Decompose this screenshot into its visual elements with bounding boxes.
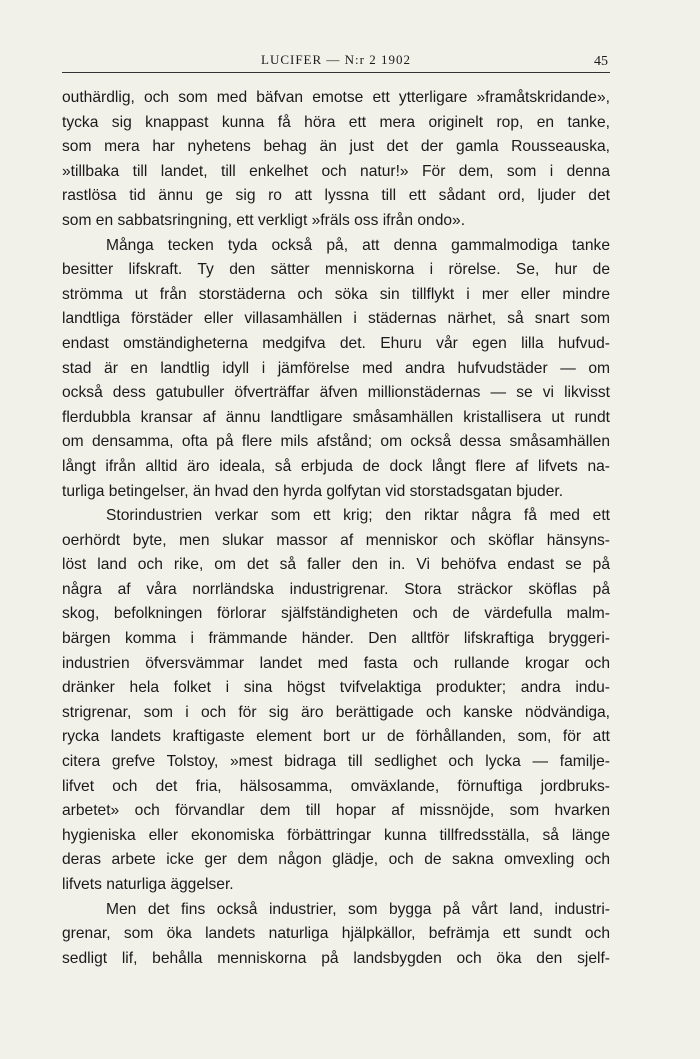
text-line: outhärdlig, och som med bäfvan emotse ett ytterligare »framåtskridande», xyxy=(62,89,610,106)
text-line: oerhördt byte, men slukar massor af menniskor och sköflar hänsyns- xyxy=(62,531,610,549)
text-line: hygieniska eller ekonomiska förbättringar kunna tillfredsställa, så länge xyxy=(62,826,610,844)
text-line: lifvets naturliga äggelser. xyxy=(62,876,234,893)
page-header xyxy=(62,50,610,73)
text-line: skog, befolkningen förlorar själfständigheten och de värdefulla malm- xyxy=(62,605,610,623)
body-text xyxy=(62,86,610,971)
paragraph xyxy=(62,86,610,234)
text-line: arbetet» och förvandlar dem till hopar af missnöjde, som hvarken xyxy=(62,802,610,820)
page-number: 45 xyxy=(594,54,608,69)
text-line: turliga betingelser, än hvad den hyrda golfytan vid storstadsgatan bjuder. xyxy=(62,482,564,500)
text-line: några af våra norrländska industrigrenar. Stora sträckor sköflas på xyxy=(62,580,610,598)
text-line: stad är en landtlig idyll i jämförelse med andra hufvudstäder — om xyxy=(62,359,610,377)
text-line: också dess gatubuller öfverträffar äfven millionstädernas — se vi likvisst xyxy=(62,384,610,402)
text-line: sedligt lif, behålla menniskorna på landsbygden och öka den sjelf- xyxy=(62,949,610,967)
text-line: löst land och rike, om det så faller den in. Vi behöfva endast se på xyxy=(62,556,610,574)
text-line: som mera har nyhetens behag än just det der gamla Rousseauska, xyxy=(62,138,610,156)
text-line: Storindustrien verkar som ett krig; den riktar några få med ett xyxy=(106,507,610,525)
paragraph xyxy=(62,504,610,898)
text-line: lifvet och det fria, hälsosamma, omväxlande, förnuftiga jordbruks- xyxy=(62,777,610,795)
text-line: Men det fins också industrier, som bygga på vårt land, industri- xyxy=(106,900,610,918)
paragraph xyxy=(62,234,610,505)
text-line: som en sabbatsringning, ett verkligt »fräls oss ifrån ondo». xyxy=(62,211,466,229)
text-line: om densamma, ofta på flere mils afstånd; om också dessa småsamhällen xyxy=(62,433,610,451)
text-line: strigrenar, som i och för sig äro berättigade och kanske nödvändiga, xyxy=(62,703,610,721)
text-line: tycka sig knappast kunna få höra ett mera originelt rop, en tanke, xyxy=(62,113,610,131)
text-line: endast omständigheterna medgifva det. Ehuru vår egen lilla hufvud- xyxy=(62,334,610,352)
text-line: deras arbete icke ger dem någon glädje, och de sakna omvexling och xyxy=(62,851,610,869)
text-line: bärgen komma i främmande händer. Den alltför lifskraftiga bryggeri- xyxy=(62,630,610,648)
text-line: citera grefve Tolstoy, »mest bidraga till sedlighet och lycka — familje- xyxy=(62,753,610,771)
text-line: rycka landets kraftigaste element bort ur de förhållanden, som, för att xyxy=(62,728,610,746)
paragraph xyxy=(62,898,610,972)
text-line: Många tecken tyda också på, att denna gammalmodiga tanke xyxy=(106,236,610,254)
text-line: grenar, som öka landets naturliga hjälpkällor, befrämja ett sundt och xyxy=(62,925,610,943)
text-line: besitter lifskraft. Ty den sätter menniskorna i rörelse. Se, hur de xyxy=(62,261,610,279)
text-line: rastlösa tid ännu ge sig ro att lyssna till ett sådant ord, ljuder det xyxy=(62,187,610,205)
text-line: strömma ut från storstäderna och söka sin tillflykt i mer eller mindre xyxy=(62,285,610,303)
text-line: industrien öfversvämmar landet med fasta och rullande krogar och xyxy=(62,654,610,672)
text-line: landtliga förstäder eller villasamhällen i städernas närhet, så snart som xyxy=(62,310,610,328)
text-line: »tillbaka till landet, till enkelhet och natur!» För dem, som i denna xyxy=(62,162,610,180)
text-line: dränker hela folket i sina högst tvifvelaktiga produkter; andra indu- xyxy=(62,679,610,697)
text-line: långt ifrån alltid äro ideala, så erbjuda de dock långt flere af lifvets na- xyxy=(62,457,610,475)
text-line: flerdubbla kransar af ännu landtligare småsamhällen kristallisera ut rundt xyxy=(62,408,610,426)
running-head: LUCIFER — N:r 2 1902 xyxy=(261,52,411,67)
